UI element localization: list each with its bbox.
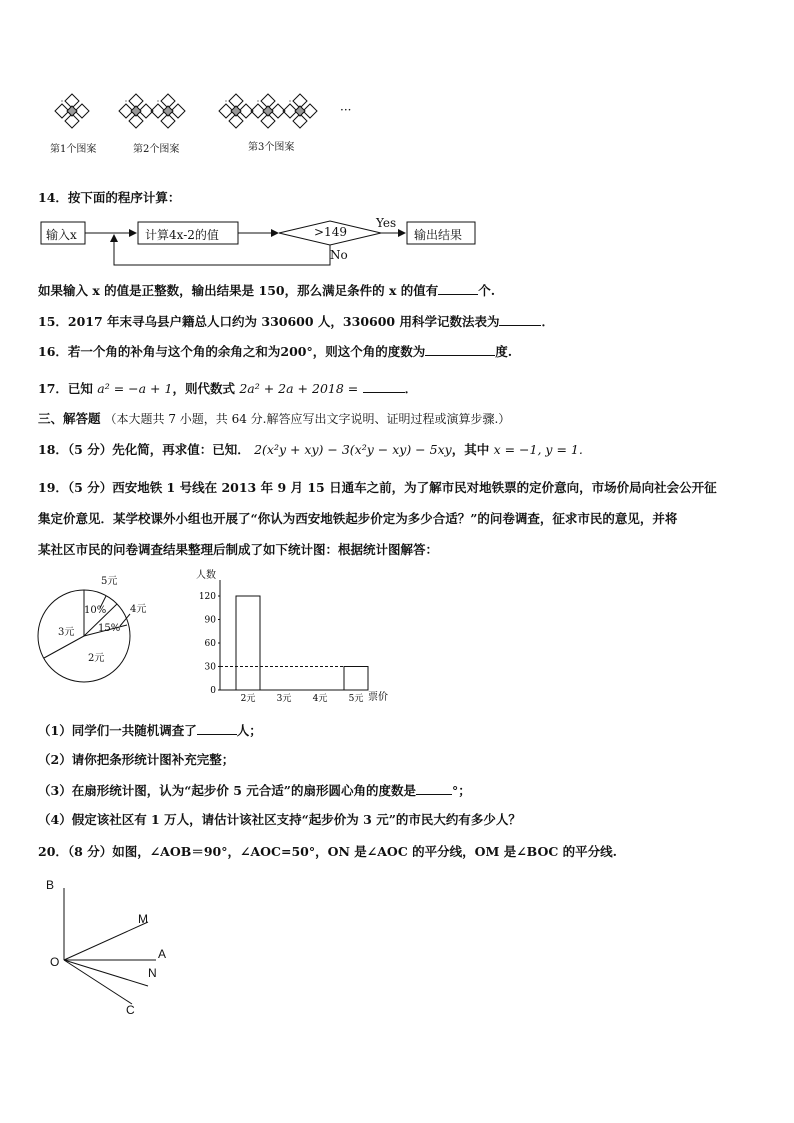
q20-label-O: O: [50, 955, 60, 969]
q14-answer-blank[interactable]: [438, 282, 478, 295]
x-tick-label: 3元: [276, 694, 292, 704]
pie-label-3: 3元: [58, 627, 75, 638]
bar-2元: [236, 596, 260, 690]
y-axis-label: 人数: [196, 570, 216, 581]
x-tick-label: 5元: [348, 694, 364, 704]
q20-label-C: C: [126, 1003, 135, 1017]
pattern-center-diamond: [163, 106, 173, 116]
q14-no-label: No: [330, 248, 348, 262]
q20-label-M: M: [138, 912, 148, 926]
pattern-center-diamond: [231, 106, 241, 116]
pattern-caption-1: 第1个图案: [50, 144, 97, 155]
q19-line-1: 19．（5 分）西安地铁 1 号线在 2013 年 9 月 15 日通车之前，为了解市民对地铁票的定价意向，市场价局向社会公开征: [38, 480, 717, 495]
q19-sub2: （2）请你把条形统计图补充完整；: [38, 752, 235, 767]
q19-sub3: （3）在扇形统计图，认为“起步价 5 元合适”的扇形圆心角的度数是 °；: [38, 783, 471, 798]
q20-label-A: A: [158, 947, 167, 961]
y-tick-label: 0: [210, 686, 216, 696]
pattern-center-diamond: [295, 106, 305, 116]
pie-label-15pct: 15%: [98, 623, 121, 634]
pattern-caption-2: 第2个图案: [133, 144, 180, 155]
pattern-center-diamond: [131, 106, 141, 116]
pie-label-4: 4元: [130, 604, 147, 615]
q14-title: 14．按下面的程序计算：: [38, 190, 181, 205]
x-tick-label: 2元: [240, 694, 256, 704]
pattern-ellipsis: ···: [340, 103, 352, 117]
x-axis-label: 票价: [368, 692, 388, 703]
q19-line-2: 集定价意见．某学校课外小组也开展了“你认为西安地铁起步价定为多少合适？”的问卷调查，征求市民的意见，并将: [38, 511, 678, 526]
y-tick-label: 90: [204, 615, 216, 626]
q19-sub3-blank[interactable]: [416, 782, 452, 795]
pattern-caption-3: 第3个图案: [248, 142, 295, 153]
q15-question: 15．2017 年末寻乌县户籍总人口约为 330600 人，330600 用科学记数法表为 ．: [38, 314, 554, 329]
q14-question: 如果输入 x 的值是正整数，输出结果是 150，那么满足条件的 x 的值有 个.: [38, 283, 496, 298]
q18-condition: x = −1, y = 1.: [493, 442, 583, 457]
pattern-center-diamond: [263, 106, 273, 116]
q17-formula-1: a² = −a + 1: [97, 381, 173, 396]
q16-question: 16．若一个角的补角与这个角的余角之和为200°，则这个角的度数为 度.: [38, 344, 513, 359]
x-tick-label: 4元: [312, 694, 328, 704]
q14-yes-label: Yes: [376, 216, 397, 230]
y-tick-label: 120: [198, 592, 216, 602]
q14-decision: >149: [314, 225, 347, 239]
q20-label-N: N: [148, 966, 157, 980]
q19-bar-chart: [190, 566, 400, 706]
q18-question: 18．（5 分）先化简，再求值：已知． 2(x²y + xy) − 3(x²y − xy) − 5xy，其中 x = −1, y = 1.: [38, 442, 583, 457]
q14-output-box: 输出结果: [414, 228, 463, 242]
pie-label-5: 5元: [101, 576, 118, 587]
q20-angle-figure: [40, 876, 190, 1026]
q17-formula-2: 2a² + 2a + 2018 =: [239, 381, 359, 396]
y-tick-label: 60: [204, 639, 216, 649]
q20-question: 20．（8 分）如图，∠AOB＝90°，∠AOC=50°，ON 是∠AOC 的平分线，OM 是∠BOC 的平分线.: [38, 844, 618, 859]
q19-sub4: （4）假定该社区有 1 万人，请估计该社区支持“起步价为 3 元”的市民大约有多少人？: [38, 812, 521, 827]
q16-answer-blank[interactable]: [425, 343, 495, 356]
pie-label-10pct: 10%: [84, 605, 107, 616]
section3-heading: 三、解答题 （本大题共 7 小题，共 64 分.解答应写出文字说明、证明过程或演算步骤.）: [38, 411, 511, 426]
q20-label-B: B: [46, 878, 55, 892]
q19-sub1: （1）同学们一共随机调查了 人；: [38, 723, 262, 738]
q14-input-box: 输入x: [46, 228, 77, 242]
q14-compute-box: 计算4x-2的值: [145, 228, 219, 242]
q18-expression: 2(x²y + xy) − 3(x²y − xy) − 5xy: [254, 442, 452, 457]
bar-5元: [344, 667, 368, 691]
pattern-center-diamond: [67, 106, 77, 116]
q17-answer-blank[interactable]: [363, 380, 405, 393]
y-tick-label: 30: [204, 662, 216, 673]
q19-sub1-blank[interactable]: [197, 722, 237, 735]
pattern-figures: [40, 84, 360, 144]
q17-question: 17．已知 a² = −a + 1，则代数式 2a² + 2a + 2018 = ．: [38, 381, 418, 396]
pie-label-2: 2元: [88, 653, 105, 664]
q19-line-3: 某社区市民的问卷调查结果整理后制成了如下统计图：根据统计图解答：: [38, 542, 439, 557]
q15-answer-blank[interactable]: [499, 313, 541, 326]
